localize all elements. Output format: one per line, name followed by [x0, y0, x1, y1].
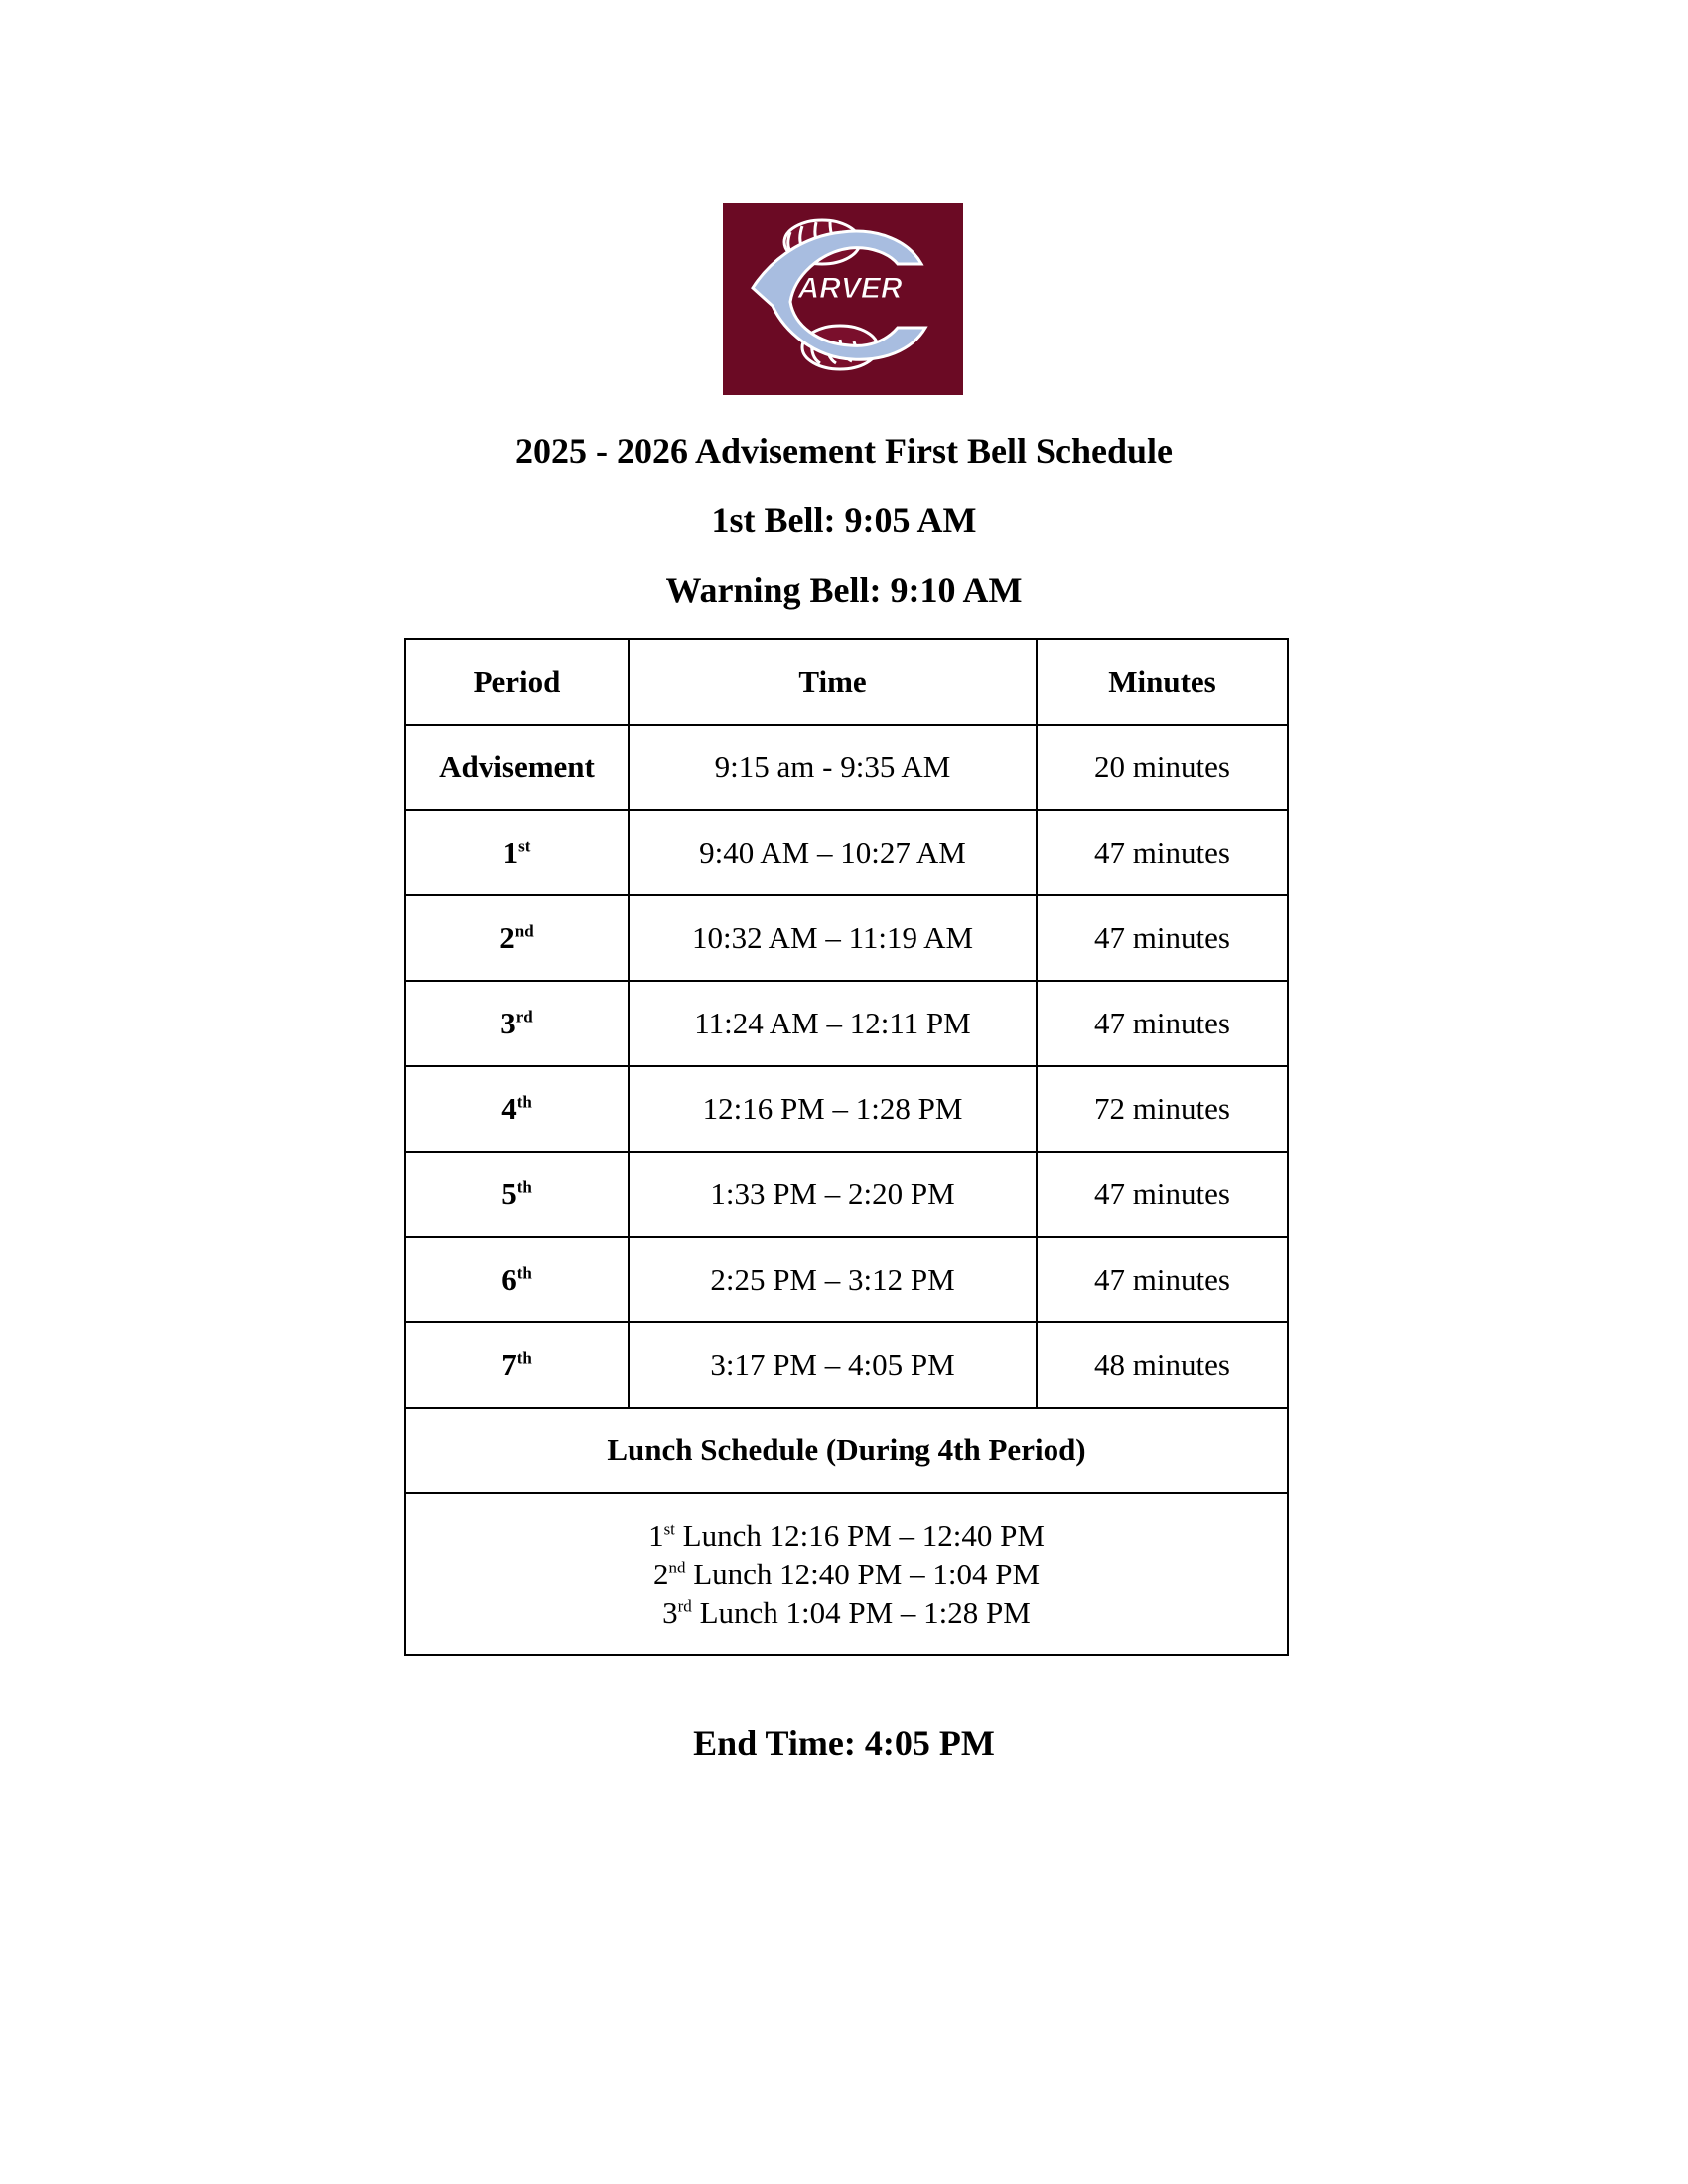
column-header-time: Time: [629, 639, 1037, 725]
time-cell: 3:17 PM – 4:05 PM: [629, 1322, 1037, 1408]
column-header-period: Period: [405, 639, 629, 725]
time-cell: 11:24 AM – 12:11 PM: [629, 981, 1037, 1066]
table-row: [405, 725, 1288, 810]
minutes-cell: 72 minutes: [1037, 1066, 1288, 1152]
table-row: [405, 981, 1288, 1066]
carver-logo: [723, 203, 963, 395]
table-row: [405, 1066, 1288, 1152]
time-cell: 9:40 AM – 10:27 AM: [629, 810, 1037, 895]
time-cell: 10:32 AM – 11:19 AM: [629, 895, 1037, 981]
lunch-schedule-cell: [405, 1493, 1288, 1655]
time-cell: 9:15 am - 9:35 AM: [629, 725, 1037, 810]
end-time: End Time: 4:05 PM: [693, 1723, 995, 1763]
minutes-cell: 47 minutes: [1037, 1152, 1288, 1237]
period-cell: Advisement: [405, 725, 629, 810]
minutes-cell: 20 minutes: [1037, 725, 1288, 810]
first-bell-time: 1st Bell: 9:05 AM: [711, 500, 977, 540]
period-cell: 4th: [405, 1066, 629, 1152]
time-cell: 1:33 PM – 2:20 PM: [629, 1152, 1037, 1237]
minutes-cell: 48 minutes: [1037, 1322, 1288, 1408]
period-cell: 2nd: [405, 895, 629, 981]
period-cell: 3rd: [405, 981, 629, 1066]
minutes-cell: 47 minutes: [1037, 1237, 1288, 1322]
lunch-line: 2nd Lunch 12:40 PM – 1:04 PM: [652, 1557, 1041, 1591]
lunch-heading: Lunch Schedule (During 4th Period): [405, 1408, 1288, 1493]
table-row: [405, 1237, 1288, 1322]
period-cell: 6th: [405, 1237, 629, 1322]
lunch-heading-row: [405, 1408, 1288, 1493]
table-row: [405, 1152, 1288, 1237]
period-cell: 7th: [405, 1322, 629, 1408]
minutes-cell: 47 minutes: [1037, 895, 1288, 981]
lunch-line: 1st Lunch 12:16 PM – 12:40 PM: [648, 1518, 1045, 1553]
column-header-minutes: Minutes: [1037, 639, 1288, 725]
bell-schedule-table: [404, 638, 1289, 1656]
logo-text: ARVER: [797, 272, 903, 305]
table-row: [405, 1322, 1288, 1408]
period-cell: 1st: [405, 810, 629, 895]
table-row: [405, 895, 1288, 981]
minutes-cell: 47 minutes: [1037, 981, 1288, 1066]
time-cell: 2:25 PM – 3:12 PM: [629, 1237, 1037, 1322]
warning-bell-time: Warning Bell: 9:10 AM: [665, 570, 1023, 610]
page-title: 2025 - 2026 Advisement First Bell Schedule: [515, 431, 1173, 471]
table-row: [405, 810, 1288, 895]
time-cell: 12:16 PM – 1:28 PM: [629, 1066, 1037, 1152]
table-header-row: [405, 639, 1288, 725]
minutes-cell: 47 minutes: [1037, 810, 1288, 895]
period-cell: 5th: [405, 1152, 629, 1237]
lunch-schedule-row: [405, 1493, 1288, 1655]
lunch-line: 3rd Lunch 1:04 PM – 1:28 PM: [662, 1595, 1031, 1630]
